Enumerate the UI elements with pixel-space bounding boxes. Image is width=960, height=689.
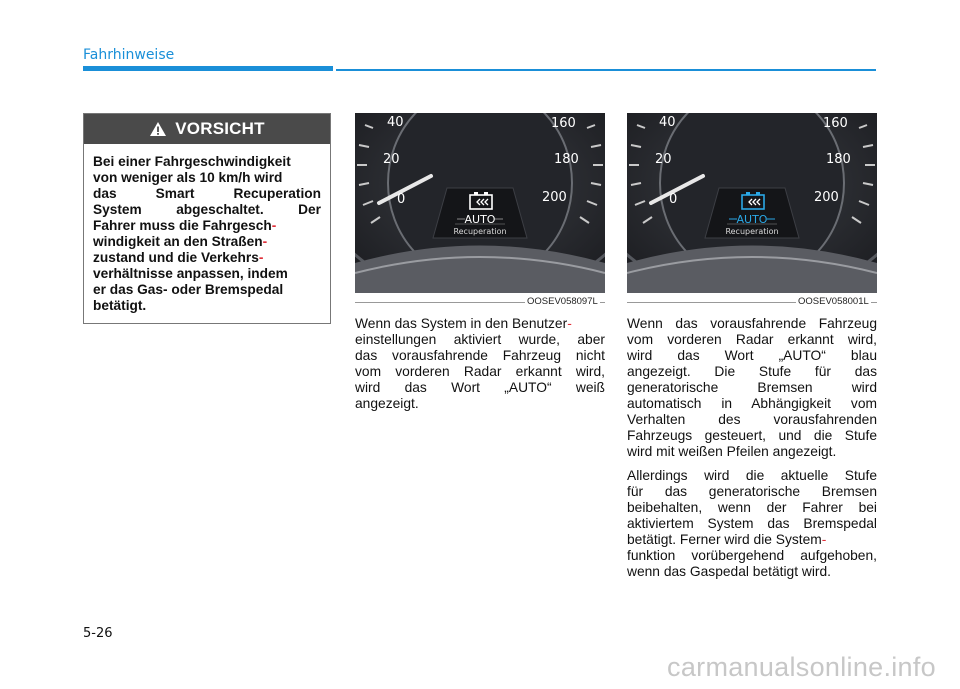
text-line: angezeigt. Die Stufe für das — [627, 364, 877, 379]
page-number: 5-26 — [83, 626, 113, 641]
text-line: das vorausfahrende Fahrzeug nicht — [355, 348, 605, 363]
text-line: Wenn das vorausfahrende Fahrzeug — [627, 316, 877, 331]
caution-line: Bei einer Fahrgeschwindigkeit — [93, 154, 291, 169]
text-line: wird das Wort „AUTO“ blau — [627, 348, 877, 363]
text-line: wird das Wort „AUTO“ weiß — [355, 380, 605, 395]
text-line: wird mit weißen Pfeilen angezeigt. — [627, 444, 837, 459]
speed-label: 200 — [814, 190, 839, 205]
warning-triangle-icon — [149, 121, 167, 137]
recuperation-label: Recuperation — [453, 227, 507, 236]
speed-label: 20 — [383, 152, 400, 167]
text-line: wenn das Gaspedal betätigt wird. — [627, 564, 832, 579]
speed-label: 180 — [554, 152, 579, 167]
paragraph — [627, 316, 877, 460]
text-line: betätigt. Ferner wird die System- — [627, 532, 827, 547]
text-line: vom vorderen Radar erkannt wird, — [627, 332, 877, 347]
speed-label: 160 — [551, 116, 576, 131]
caution-title: VORSICHT — [175, 119, 265, 138]
caution-line: das Smart Recuperation — [93, 186, 321, 201]
speed-label: 180 — [826, 152, 851, 167]
mode-label: AUTO — [736, 213, 768, 226]
text-line: Wenn das System in den Benutzer- — [355, 316, 572, 331]
speed-label: 20 — [655, 152, 672, 167]
text-line: beibehalten, wenn der Fahrer bei — [627, 500, 877, 515]
text-line: aktiviertem System das Bremspedal — [627, 516, 877, 531]
gauge-image-left — [355, 113, 605, 293]
text-line: funktion vorübergehend aufgehoben, — [627, 548, 877, 563]
caution-line: betätigt. — [93, 298, 147, 313]
gauge-image-right — [627, 113, 877, 293]
caution-header — [84, 114, 330, 144]
speed-label: 0 — [669, 192, 678, 207]
mode-label: AUTO — [464, 213, 496, 226]
text-line: Verhalten des vorausfahrenden — [627, 412, 877, 427]
body-text-right — [627, 316, 877, 580]
header-rule-thin — [336, 69, 876, 71]
text-line: Allerdings wird die aktuelle Stufe — [627, 468, 877, 483]
speed-label: 200 — [542, 190, 567, 205]
speed-label: 40 — [659, 115, 676, 130]
caution-text — [84, 144, 330, 314]
speed-label: 0 — [397, 192, 406, 207]
caution-line: er das Gas- oder Bremspedal — [93, 282, 284, 297]
recuperation-label: Recuperation — [725, 227, 779, 236]
text-line: angezeigt. — [355, 396, 419, 411]
section-title: Fahrhinweise — [83, 47, 175, 63]
caution-line: windigkeit an den Straßen- — [93, 234, 268, 249]
body-text-middle — [355, 316, 605, 412]
caution-line: von weniger als 10 km/h wird — [93, 170, 283, 185]
caution-line: zustand und die Verkehrs- — [93, 250, 264, 265]
figure-code-left: OOSEV058097L — [527, 296, 598, 307]
speed-label: 40 — [387, 115, 404, 130]
speed-label: 160 — [823, 116, 848, 131]
watermark: carmanualsonline.info — [667, 652, 936, 682]
text-line: einstellungen aktiviert wurde, aber — [355, 332, 605, 347]
caution-line: System abgeschaltet. Der — [93, 202, 321, 217]
text-line: vom vorderen Radar erkannt wird, — [355, 364, 605, 379]
caution-line: verhältnisse anpassen, indem — [93, 266, 288, 281]
caution-box — [83, 113, 331, 324]
figure-code-right: OOSEV058001L — [798, 296, 869, 307]
caution-line: Fahrer muss die Fahrgesch- — [93, 218, 277, 233]
text-line: Fahrzeugs gesteuert, und die Stufe — [627, 428, 877, 443]
text-line: für das generatorische Bremsen — [627, 484, 877, 499]
text-line: automatisch in Abhängigkeit vom — [627, 396, 877, 411]
header-rule-thick — [83, 66, 333, 71]
paragraph — [627, 468, 877, 580]
text-line: generatorische Bremsen wird — [627, 380, 877, 395]
